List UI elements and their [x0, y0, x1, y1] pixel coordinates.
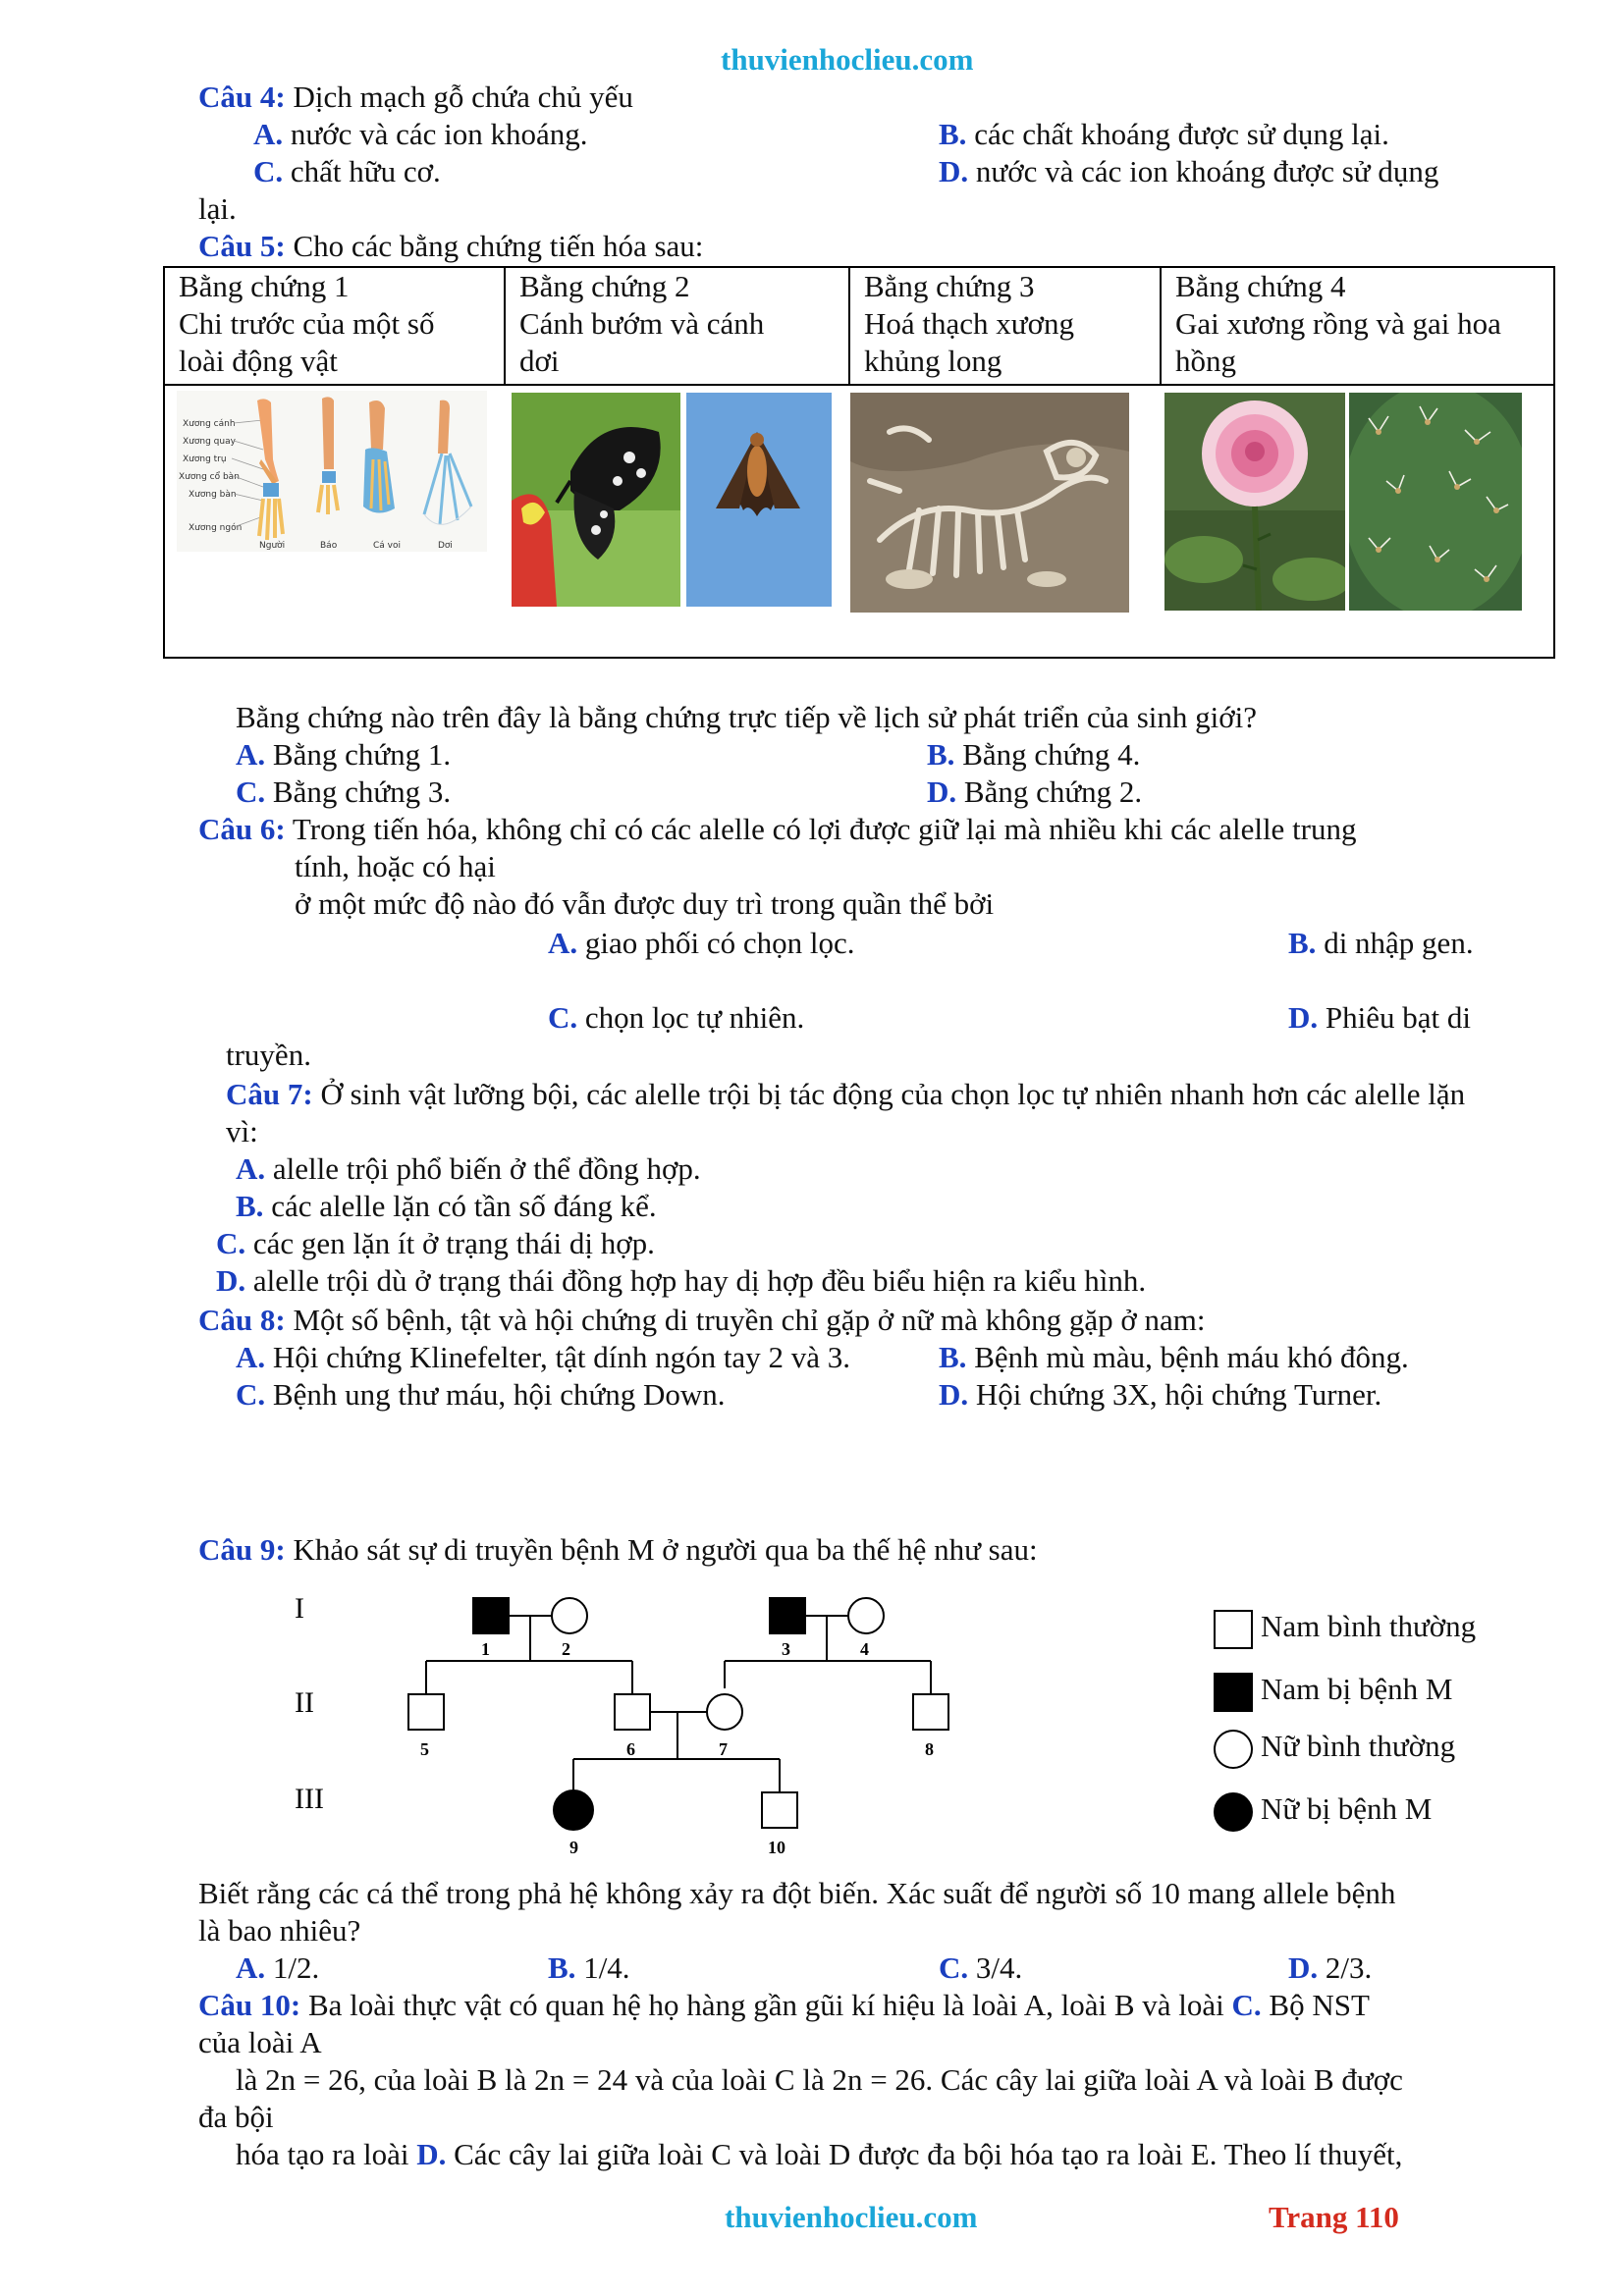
- pedigree-diagram: [285, 1576, 972, 1861]
- q6-option-d: [1288, 999, 1471, 1037]
- q8-b-text: Bệnh mù màu, bệnh máu khó đông.: [966, 1340, 1409, 1374]
- evidence-3-desc1: Hoá thạch xương: [864, 306, 1074, 341]
- q10-text5: [236, 2136, 1402, 2173]
- q4-a-text: nước và các ion khoáng.: [283, 117, 588, 151]
- q7-text1: Ở sinh vật lưỡng bội, các alelle trội bị tác động của chọn lọc tự nhiên nhanh hơn các alelle lặn: [312, 1077, 1466, 1111]
- q5-stem: [198, 228, 703, 265]
- individual-number-10: 10: [768, 1838, 785, 1857]
- q10-text1a: Ba loài thực vật có quan hệ họ hàng gần gũi kí hiệu là loài A, loài B và loài: [300, 1988, 1232, 2022]
- q6-option-c: [548, 999, 804, 1037]
- header-site: thuvienhoclieu.com: [721, 42, 974, 77]
- legend-normal-male: Nam bình thường: [1261, 1609, 1477, 1643]
- q9-label: Câu 9:: [198, 1532, 286, 1567]
- q5-question: Bằng chứng nào trên đây là bằng chứng trực tiếp về lịch sử phát triển của sinh giới?: [236, 700, 1257, 734]
- rose-image: [1164, 393, 1345, 611]
- q7-option-c: [216, 1225, 655, 1262]
- individual-4-normal-female: [848, 1598, 884, 1633]
- q6-d-text: Phiêu bạt di: [1318, 1000, 1471, 1035]
- q9-text: Khảo sát sự di truyền bệnh M ở người qua ba thế hệ như sau:: [285, 1532, 1038, 1567]
- legend-normal-female: Nữ bình thường: [1261, 1729, 1456, 1763]
- q7-label: Câu 7:: [226, 1077, 313, 1111]
- q9-a-label: A.: [236, 1950, 266, 1985]
- q9-option-d: [1288, 1949, 1372, 1987]
- q9-c-text: 3/4.: [968, 1950, 1023, 1985]
- q10-text3: là 2n = 26, của loài B là 2n = 24 và của loài C là 2n = 26. Các cây lai giữa loài A và loài B được: [236, 2062, 1403, 2097]
- q5-b-text: Bằng chứng 4.: [954, 737, 1141, 772]
- individual-number-9: 9: [569, 1838, 578, 1857]
- q5-b-label: B.: [927, 737, 955, 772]
- individual-number-5: 5: [420, 1739, 429, 1759]
- q8-c-label: C.: [236, 1377, 266, 1412]
- q7-c-text: các gen lặn ít ở trạng thái dị hợp.: [245, 1226, 655, 1260]
- legend-affected-male-symbol: [1214, 1673, 1253, 1712]
- q4-a-label: A.: [253, 117, 284, 151]
- q9-b-text: 1/4.: [575, 1950, 630, 1985]
- bone-label-2: Xương quay: [183, 437, 236, 447]
- q8-label: Câu 8:: [198, 1303, 286, 1337]
- q5-a-label: A.: [236, 737, 266, 772]
- bone-label-1: Xương cánh: [183, 419, 236, 429]
- q7-d-text: alelle trội dù ở trạng thái đồng hợp hay dị hợp đều biểu hiện ra kiểu hình.: [245, 1263, 1147, 1298]
- q8-stem: [198, 1302, 1206, 1339]
- q4-option-b: [939, 116, 1389, 153]
- individual-number-6: 6: [626, 1739, 635, 1759]
- q9-d-text: 2/3.: [1318, 1950, 1373, 1985]
- q8-option-b: [939, 1339, 1409, 1376]
- q10-text2: của loài A: [198, 2025, 322, 2059]
- q5-a-text: Bằng chứng 1.: [265, 737, 452, 772]
- q7-a-text: alelle trội phổ biến ở thể đồng hợp.: [265, 1151, 701, 1186]
- q10-label: Câu 10:: [198, 1988, 301, 2022]
- evidence-4-desc1: Gai xương rồng và gai hoa: [1175, 306, 1501, 341]
- q4-text: Dịch mạch gỗ chứa chủ yếu: [285, 80, 633, 114]
- q7-option-d: [216, 1262, 1146, 1300]
- q6-b-label: B.: [1288, 926, 1317, 960]
- bone-label-4: Xương cổ bàn: [179, 472, 240, 482]
- evidence-3-desc2: khủng long: [864, 344, 1002, 378]
- q8-option-c: [236, 1376, 726, 1414]
- legend-affected-female: Nữ bị bệnh M: [1261, 1791, 1433, 1826]
- q4-option-a: [253, 116, 588, 153]
- q4-d-label: D.: [939, 154, 969, 188]
- individual-10-normal-male: [762, 1792, 797, 1828]
- q7-stem: [226, 1076, 1465, 1113]
- bone-label-5: Xương bàn: [189, 490, 237, 500]
- q6-d-label: D.: [1288, 1000, 1319, 1035]
- legend-affected-male: Nam bị bệnh M: [1261, 1672, 1453, 1706]
- q7-option-b: [236, 1188, 657, 1225]
- individual-2-normal-female: [552, 1598, 587, 1633]
- q4-c-label: C.: [253, 154, 284, 188]
- animal-label-3: Cá voi: [373, 541, 401, 551]
- q5-c-label: C.: [236, 774, 266, 809]
- q6-c-label: C.: [548, 1000, 578, 1035]
- q6-a-text: giao phối có chọn lọc.: [577, 926, 855, 960]
- evidence-2-desc2: dơi: [519, 344, 560, 378]
- animal-label-1: Người: [259, 541, 286, 551]
- q6-stem: [198, 811, 1357, 848]
- q8-option-a: [236, 1339, 850, 1376]
- bat-image: [686, 393, 832, 607]
- q5-d-label: D.: [927, 774, 957, 809]
- q6-text2: tính, hoặc có hại: [295, 849, 496, 883]
- q10-text5b: Các cây lai giữa loài C và loài D được đa bội hóa tạo ra loài E. Theo lí thuyết,: [446, 2137, 1403, 2171]
- evidence-cell-4: [1161, 267, 1554, 385]
- q10-c-label: C.: [1231, 1988, 1262, 2022]
- individual-7-normal-female: [707, 1694, 742, 1730]
- q5-c-text: Bằng chứng 3.: [265, 774, 452, 809]
- q5-d-text: Bằng chứng 2.: [956, 774, 1143, 809]
- q6-option-a: [548, 925, 855, 962]
- q4-label: Câu 4:: [198, 80, 286, 114]
- forelimb-bones-image: [177, 391, 487, 552]
- q9-c-label: C.: [939, 1950, 969, 1985]
- bone-label-3: Xương trụ: [183, 454, 227, 464]
- q4-b-label: B.: [939, 117, 967, 151]
- q8-d-text: Hội chứng 3X, hội chứng Turner.: [968, 1377, 1382, 1412]
- legend-normal-female-symbol: [1214, 1730, 1253, 1769]
- individual-number-3: 3: [782, 1639, 790, 1659]
- q9-option-b: [548, 1949, 630, 1987]
- generation-label-2: II: [295, 1686, 314, 1719]
- q10-text5a: hóa tạo ra loài: [236, 2137, 417, 2171]
- animal-label-4: Dơi: [438, 541, 453, 551]
- individual-9-affected-female: [554, 1790, 593, 1830]
- evidence-4-desc2: hồng: [1175, 344, 1236, 378]
- individual-1-affected-male: [473, 1598, 509, 1633]
- q10-text4: đa bội: [198, 2100, 274, 2134]
- q9-text3: là bao nhiêu?: [198, 1913, 361, 1948]
- q7-b-text: các alelle lặn có tần số đáng kể.: [263, 1189, 657, 1223]
- q8-option-d: [939, 1376, 1381, 1414]
- q9-b-label: B.: [548, 1950, 576, 1985]
- cactus-image: [1349, 393, 1522, 611]
- q8-a-text: Hội chứng Klinefelter, tật dính ngón tay 2 và 3.: [265, 1340, 850, 1374]
- q6-b-text: di nhập gen.: [1316, 926, 1474, 960]
- q6-option-b: [1288, 925, 1474, 962]
- q4-option-c: [253, 153, 441, 190]
- footer-page-number: Trang 110: [1269, 2200, 1399, 2234]
- q5-text: Cho các bằng chứng tiến hóa sau:: [285, 229, 704, 263]
- individual-6-normal-male: [615, 1694, 650, 1730]
- q4-b-text: các chất khoáng được sử dụng lại.: [966, 117, 1389, 151]
- q7-a-label: A.: [236, 1151, 266, 1186]
- q10-d-label: D.: [416, 2137, 447, 2171]
- q4-stem: [198, 79, 633, 116]
- evidence-1-desc2: loài động vật: [179, 344, 338, 378]
- q4-d-cont: lại.: [198, 191, 237, 226]
- individual-number-8: 8: [925, 1739, 934, 1759]
- q7-b-label: B.: [236, 1189, 264, 1223]
- individual-5-normal-male: [408, 1694, 444, 1730]
- q6-text1: Trong tiến hóa, không chỉ có các alelle có lợi được giữ lại mà nhiều khi các alelle trung: [285, 812, 1357, 846]
- q8-text: Một số bệnh, tật và hội chứng di truyền chỉ gặp ở nữ mà không gặp ở nam:: [285, 1303, 1206, 1337]
- q5-option-c: [236, 774, 451, 811]
- q7-c-label: C.: [216, 1226, 246, 1260]
- q9-option-c: [939, 1949, 1022, 1987]
- individual-number-2: 2: [562, 1639, 570, 1659]
- q8-c-text: Bệnh ung thư máu, hội chứng Down.: [265, 1377, 726, 1412]
- q8-d-label: D.: [939, 1377, 969, 1412]
- q8-b-label: B.: [939, 1340, 967, 1374]
- evidence-3-title: Bằng chứng 3: [864, 269, 1035, 303]
- q9-d-label: D.: [1288, 1950, 1319, 1985]
- bone-label-6: Xương ngón: [189, 523, 243, 533]
- q10-text1b: Bộ NST: [1261, 1988, 1370, 2022]
- q9-stem: [198, 1531, 1038, 1569]
- evidence-cell-2: [505, 267, 849, 385]
- evidence-1-desc1: Chi trước của một số: [179, 306, 435, 341]
- q9-option-a: [236, 1949, 319, 1987]
- q4-c-text: chất hữu cơ.: [283, 154, 441, 188]
- q6-a-label: A.: [548, 926, 578, 960]
- legend-normal-male-symbol: [1214, 1610, 1253, 1649]
- evidence-1-title: Bằng chứng 1: [179, 269, 350, 303]
- q7-option-a: [236, 1150, 701, 1188]
- dinosaur-fossil-image: [850, 393, 1129, 613]
- evidence-4-title: Bằng chứng 4: [1175, 269, 1346, 303]
- animal-label-2: Báo: [320, 541, 338, 551]
- q9-text2: Biết rằng các cá thể trong phả hệ không xảy ra đột biến. Xác suất để người số 10 mang allele bệnh: [198, 1876, 1396, 1910]
- q7-d-label: D.: [216, 1263, 246, 1298]
- q10-stem: [198, 1987, 1370, 2024]
- q8-a-label: A.: [236, 1340, 266, 1374]
- q4-d-text: nước và các ion khoáng được sử dụng: [968, 154, 1439, 188]
- generation-label-1: I: [295, 1592, 304, 1625]
- evidence-2-title: Bằng chứng 2: [519, 269, 690, 303]
- q5-option-b: [927, 736, 1140, 774]
- footer-site: thuvienhoclieu.com: [725, 2200, 978, 2234]
- evidence-cell-1: [164, 267, 505, 385]
- q4-option-d: [939, 153, 1438, 190]
- q9-a-text: 1/2.: [265, 1950, 320, 1985]
- evidence-2-desc1: Cánh bướm và cánh: [519, 306, 765, 341]
- individual-3-affected-male: [770, 1598, 805, 1633]
- q6-d-cont: truyền.: [226, 1038, 311, 1072]
- individual-8-normal-male: [913, 1694, 948, 1730]
- q6-text3: ở một mức độ nào đó vẫn được duy trì trong quần thể bởi: [295, 886, 995, 921]
- q5-option-d: [927, 774, 1142, 811]
- q7-text2: vì:: [226, 1114, 258, 1148]
- evidence-cell-3: [849, 267, 1161, 385]
- q5-label: Câu 5:: [198, 229, 286, 263]
- individual-number-1: 1: [481, 1639, 490, 1659]
- q6-label: Câu 6:: [198, 812, 286, 846]
- q6-c-text: chọn lọc tự nhiên.: [577, 1000, 805, 1035]
- legend-affected-female-symbol: [1214, 1792, 1253, 1832]
- individual-number-7: 7: [719, 1739, 728, 1759]
- q5-option-a: [236, 736, 451, 774]
- butterfly-image: [512, 393, 680, 607]
- generation-label-3: III: [295, 1783, 324, 1815]
- individual-number-4: 4: [860, 1639, 869, 1659]
